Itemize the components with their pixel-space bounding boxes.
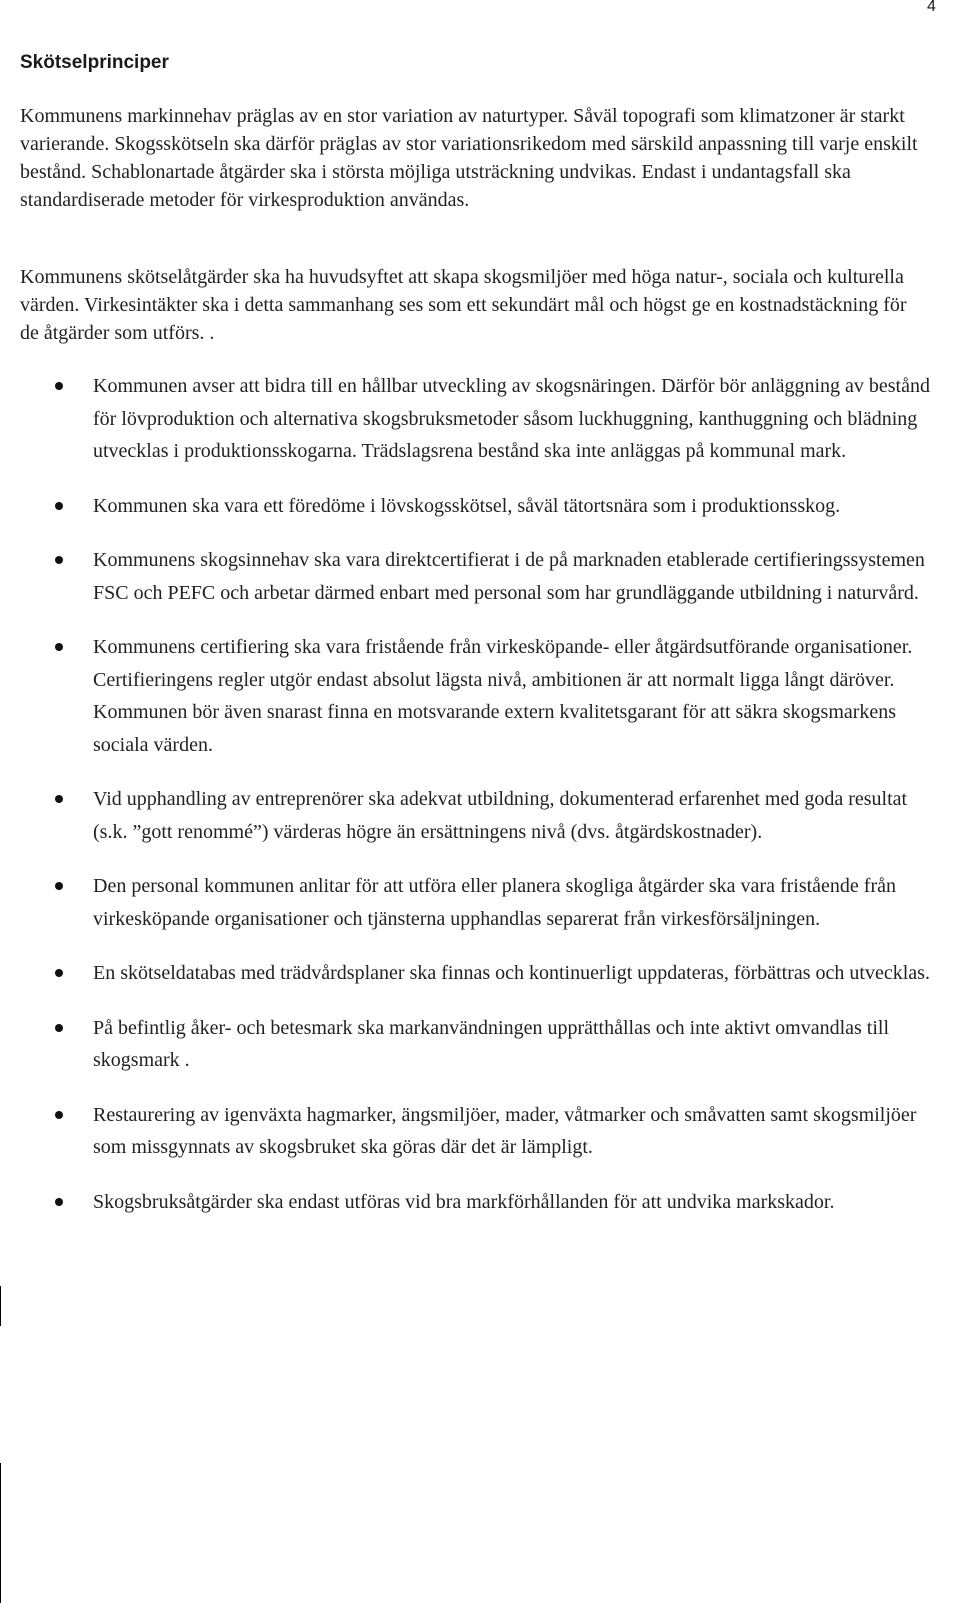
bullet-icon	[55, 795, 63, 803]
list-item	[0, 870, 943, 935]
intro-paragraph: Kommunens markinnehav präglas av en stor variation av naturtyper. Såväl topografi som klimatzoner är starkt varierande. Skogsskötseln ska därför präglas av stor variationsrikedom med särskild anpassning till varje enskilt bestånd. Schablonartade åtgärder ska i största möjliga utsträckning undvikas. Endast i undantagsfall ska standardiserade metoder för virkesproduktion användas.	[20, 105, 918, 211]
list-item	[0, 957, 943, 990]
list-item-text: Kommunen avser att bidra till en hållbar utveckling av skogsnäringen. Därför bör anläggning av bestånd för lövproduktion och alternativa skogsbruksmetoder såsom luckhuggning, kanthuggning och blädning utvecklas i produktionsskogarna. Trädslagsrena bestånd ska inte anläggas på kommunal mark.	[93, 375, 930, 462]
bullet-icon	[55, 882, 63, 890]
bullet-icon	[55, 382, 63, 390]
list-item	[0, 631, 943, 761]
bullet-icon	[55, 1024, 63, 1032]
list-item-text: På befintlig åker- och betesmark ska markanvändningen upprätthållas och inte aktivt omvandlas till skogsmark .	[93, 1016, 890, 1071]
list-item-text: Kommunens certifiering ska vara fristående från virkesköpande- eller åtgärdsutförande organisationer. Certifieringens regler utgör endast absolut lägsta nivå, ambitionen är att normalt ligga långt däröver. Kommunen bör även snarast finna en motsvarande extern kvalitetsgarant för att säkra skogsmarkens sociala värden.	[93, 636, 913, 756]
list-item	[0, 544, 943, 609]
list-item-text: En skötseldatabas med trädvårdsplaner ska finnas och kontinuerligt uppdateras, förbättras och utvecklas.	[93, 962, 930, 984]
list-item-text: Skogsbruksåtgärder ska endast utföras vid bra markförhållanden för att undvika markskador.	[93, 1190, 835, 1213]
revision-change-bar	[0, 1286, 1, 1326]
list-item	[0, 783, 943, 848]
section-heading: Skötselprinciper	[20, 52, 169, 73]
principles-list	[0, 370, 960, 1240]
bullet-icon	[55, 1111, 63, 1119]
list-item-text: Vid upphandling av entreprenörer ska adekvat utbildning, dokumenterad erfarenhet med goda resultat (s.k. ”gott renommé”) värderas högre än ersättningens nivå (dvs. åtgärdskostnader).	[93, 788, 908, 843]
bullet-icon	[55, 969, 63, 977]
bullet-icon	[55, 1198, 63, 1206]
purpose-paragraph: Kommunens skötselåtgärder ska ha huvudsyftet att skapa skogsmiljöer med höga natur-, sociala och kulturella värden. Virkesintäkter ska i detta sammanhang ses som ett sekundärt mål och högst ge en kostnadstäckning för de åtgärder som utförs. .	[20, 266, 907, 344]
list-item	[0, 1012, 943, 1077]
list-item-text: Den personal kommunen anlitar för att utföra eller planera skogliga åtgärder ska vara fristående från virkesköpande organisationer och tjänsterna upphandlas separerat från virkesförsäljningen.	[93, 875, 896, 930]
page-number: 4	[927, 0, 936, 15]
bullet-icon	[55, 502, 63, 510]
list-item	[0, 1186, 943, 1219]
list-item	[0, 370, 943, 468]
list-item-text: Restaurering av igenväxta hagmarker, ängsmiljöer, mader, våtmarker och småvatten samt skogsmiljöer som missgynnats av skogsbruket ska göras där det är lämpligt.	[93, 1103, 917, 1158]
list-item	[0, 1099, 943, 1164]
list-item-text: Kommunen ska vara ett föredöme i lövskogsskötsel, såväl tätortsnära som i produktionsskog.	[93, 494, 841, 517]
bullet-icon	[55, 556, 63, 564]
bullet-icon	[55, 643, 63, 651]
revision-change-bar	[0, 1463, 1, 1603]
list-item	[0, 490, 943, 523]
list-item-text: Kommunens skogsinnehav ska vara direktcertifierat i de på marknaden etablerade certifieringssystemen FSC och PEFC och arbetar därmed enbart med personal som har grundläggande utbildning i naturvård.	[93, 549, 925, 604]
